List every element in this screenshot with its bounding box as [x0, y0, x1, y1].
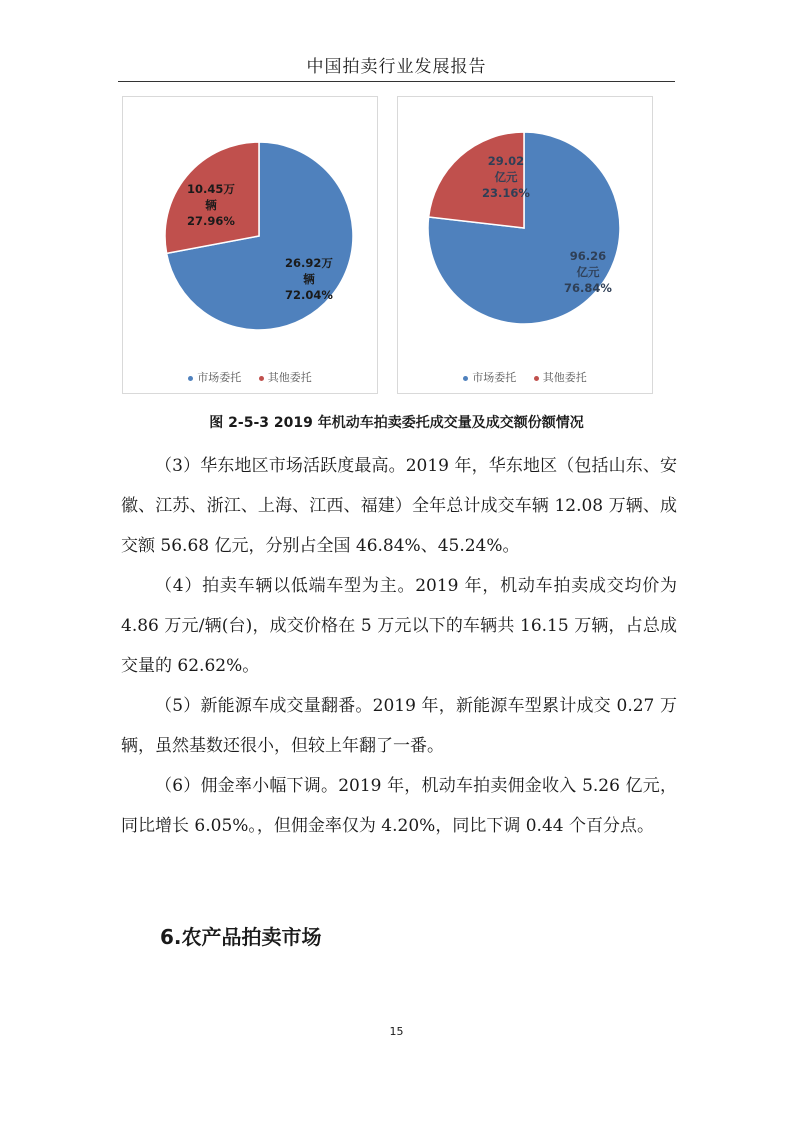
header-rule [118, 81, 675, 82]
slice-label-other: 10.45万辆 27.96% [187, 182, 235, 228]
legend-label: 其他委托 [542, 371, 587, 384]
legend-item-market [463, 369, 516, 385]
pie-chart-volume [122, 96, 378, 394]
page-number: 15 [389, 1025, 404, 1038]
legend-item-other [534, 369, 587, 385]
slice-label-market: 96.26 亿元 76.84% [564, 249, 612, 295]
pie-chart-amount-svg [398, 97, 654, 395]
section-heading: 6.农产品拍卖市场 [160, 925, 322, 949]
paragraph-low-end-vehicles: （4）拍卖车辆以低端车型为主。2019 年，机动车拍卖成交均价为 4.86 万元/辆(台)，成交价格在 5 万元以下的车辆共 16.15 万辆，占总成交量的 62.62%。 [121, 576, 677, 676]
pie-chart-amount [397, 96, 653, 394]
legend-item-market [188, 369, 241, 385]
slice-label-other: 29.02 亿元 23.16% [482, 154, 530, 200]
chart-legend [398, 369, 652, 385]
legend-label: 市场委托 [472, 371, 517, 384]
slice-label-market: 26.92万辆 72.04% [285, 256, 333, 302]
legend-item-other [259, 369, 312, 385]
legend-label: 其他委托 [267, 371, 312, 384]
paragraph-east-china: （3）华东地区市场活跃度最高。2019 年，华东地区（包括山东、安徽、江苏、浙江、上海、江西、福建）全年总计成交车辆 12.08 万辆、成交额 56.68 亿元，分别占全国 46.84%、45.24%。 [121, 456, 677, 556]
legend-swatch-market [463, 376, 468, 381]
running-header: 中国拍卖行业发展报告 [306, 57, 487, 77]
legend-swatch-market [188, 376, 193, 381]
figure-caption: 图 2-5-3 2019 年机动车拍卖委托成交量及成交额份额情况 [209, 415, 584, 431]
legend-swatch-other [259, 376, 264, 381]
pie-chart-volume-svg [123, 97, 379, 395]
paragraph-new-energy: （5）新能源车成交量翻番。2019 年，新能源车型累计成交 0.27 万辆，虽然基数还很小，但较上年翻了一番。 [121, 696, 677, 756]
legend-swatch-other [534, 376, 539, 381]
paragraph-commission-rate: （6）佣金率小幅下调。2019 年，机动车拍卖佣金收入 5.26 亿元，同比增长 6.05%。，但佣金率仅为 4.20%，同比下调 0.44 个百分点。 [121, 776, 677, 836]
chart-legend [123, 369, 377, 385]
legend-label: 市场委托 [197, 371, 242, 384]
